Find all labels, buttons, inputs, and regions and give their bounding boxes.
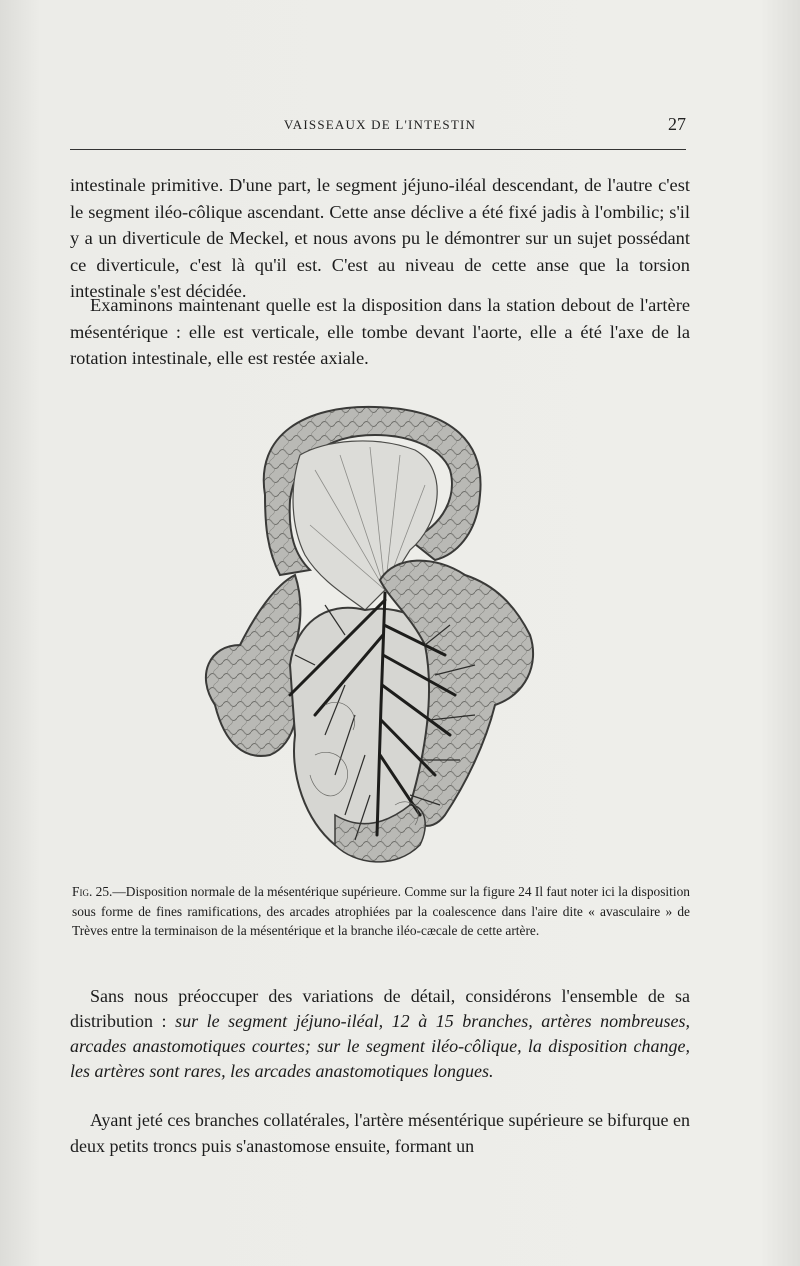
running-title: VAISSEAUX DE L'INTESTIN xyxy=(283,117,477,132)
header-rule xyxy=(70,149,686,150)
figure-caption xyxy=(72,882,690,941)
paragraph-4: Ayant jeté ces branches collatérales, l'artère mésentérique supérieure se bifurque en deux petits troncs puis s'anastomose ensuite, formant un xyxy=(70,1110,690,1156)
anatomical-illustration xyxy=(195,375,555,875)
paragraph-1: intestinale primitive. D'une part, le segment jéjuno-iléal descendant, de l'autre c'est le segment iléo-côlique ascendant. Cette anse déclive a été fixé jadis à l'ombilic; s'il y a un diverticule de Meckel, et nous avons pu le démontrer sur un sujet possédant ce diverticule, c'est là qu'il est. C'est au niveau de cette anse que la torsion intestinale s'est décidée. xyxy=(70,175,690,302)
page-number: 27 xyxy=(668,114,686,134)
paragraph-3 xyxy=(70,984,690,1084)
paragraph-3-start: Sans nous préoccuper des variations de détail, considérons l'ensemble de sa distribution : xyxy=(70,986,690,1031)
running-head xyxy=(70,112,690,142)
figure-caption-label: Fig. 25. xyxy=(72,884,113,899)
figure-caption-text: —Disposition normale de la mésentérique supérieure. Comme sur la figure 24 Il faut noter ici la disposition sous forme de fines ramifications, des arcades atrophiées par la coalescence dans l'aire dite « avasculaire » de Trèves entre la terminaison de la mésentérique et la branche iléo-cæcale de cette artère. xyxy=(72,884,690,939)
mesentery-drawing xyxy=(195,375,555,875)
paragraph-3-italic: sur le segment jéjuno-iléal, 12 à 15 branches, artères nombreuses, arcades anastomotiques courtes; sur le segment iléo-côlique, la disposition change, les artères sont rares, les arcades anastomotiques longues. xyxy=(70,1011,690,1081)
paragraph-2: Examinons maintenant quelle est la disposition dans la station debout de l'artère mésentérique : elle est verticale, elle tombe devant l'aorte, elle a été l'axe de la rotation intestinale, elle est restée axiale. xyxy=(70,295,690,369)
